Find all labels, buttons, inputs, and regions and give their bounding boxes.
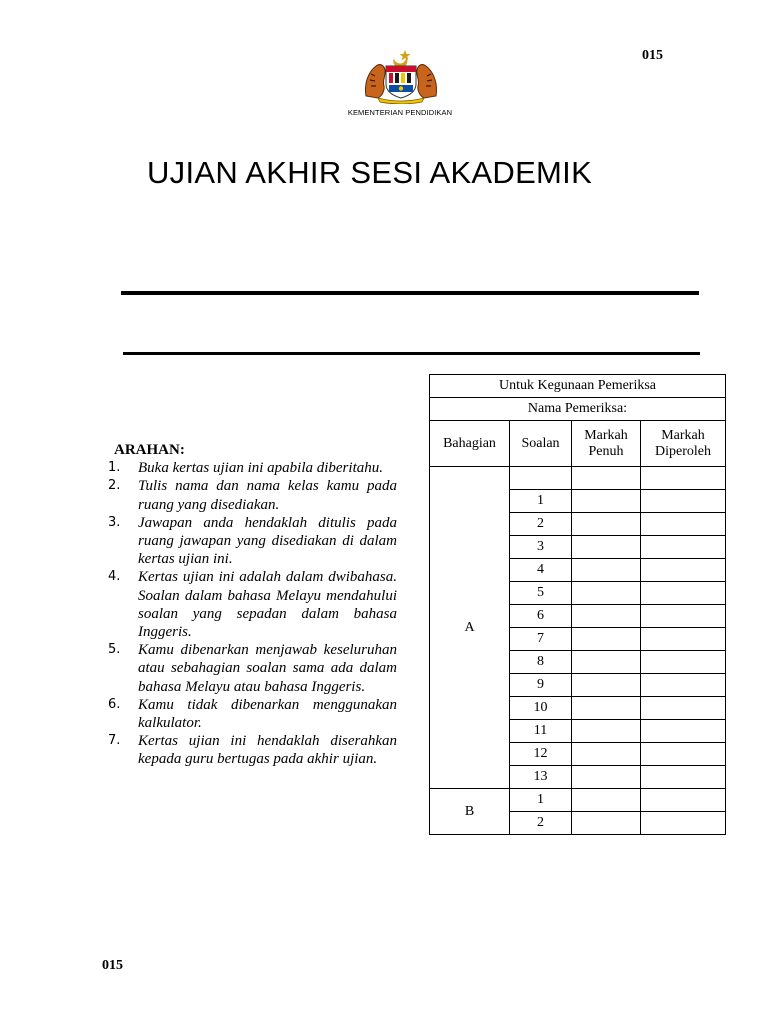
obtained-marks-cell: [641, 697, 726, 720]
header-full-marks-line2: Penuh: [588, 443, 624, 459]
instruction-number: 1.: [108, 460, 121, 476]
instruction-text: Kamu dibenarkan menjawab keseluruhan atau sebahagian soalan sama ada dalam bahasa Melayu atau bahasa Inggeris.: [138, 642, 397, 695]
instruction-text: Kertas ujian ini adalah dalam dwibahasa. Soalan dalam bahasa Melayu mendahului soalan yang sepadan dalam bahasa Inggeris.: [138, 569, 397, 641]
instruction-number: 7.: [108, 733, 121, 749]
question-number: 10: [510, 697, 572, 720]
question-number: 5: [510, 582, 572, 605]
question-number: 11: [510, 720, 572, 743]
question-number: 7: [510, 628, 572, 651]
question-number: 2: [510, 513, 572, 536]
full-marks-cell: [572, 697, 641, 720]
question-number: 6: [510, 605, 572, 628]
header-section: Bahagian: [430, 421, 510, 467]
instruction-number: 2.: [108, 478, 121, 494]
full-marks-cell: [572, 582, 641, 605]
obtained-marks-cell: [641, 812, 726, 835]
question-number: 9: [510, 674, 572, 697]
examiner-table-title: Untuk Kegunaan Pemeriksa: [430, 375, 726, 398]
name-line-divider: [121, 291, 699, 295]
full-marks-cell: [572, 628, 641, 651]
instruction-item: [108, 568, 397, 641]
examiner-marks-table: [429, 374, 726, 835]
obtained-marks-cell: [641, 789, 726, 812]
instructions-panel: [108, 441, 397, 769]
obtained-marks-cell: [641, 513, 726, 536]
question-number: [510, 467, 572, 490]
obtained-marks-cell: [641, 582, 726, 605]
question-number: 3: [510, 536, 572, 559]
full-marks-cell: [572, 513, 641, 536]
instruction-number: 3.: [108, 514, 121, 530]
table-row: [430, 467, 726, 490]
instruction-number: 5.: [108, 642, 121, 658]
instruction-item: [108, 459, 397, 477]
paper-code-top: 015: [642, 48, 663, 63]
instruction-number: 4.: [108, 569, 121, 585]
obtained-marks-cell: [641, 467, 726, 490]
full-marks-cell: [572, 674, 641, 697]
paper-code-bottom: 015: [102, 958, 123, 973]
obtained-marks-cell: [641, 651, 726, 674]
full-marks-cell: [572, 812, 641, 835]
exam-title: UJIAN AKHIR SESI AKADEMIK: [147, 155, 593, 190]
table-row: [430, 789, 726, 812]
full-marks-cell: [572, 789, 641, 812]
ministry-name: KEMENTERIAN PENDIDIKAN: [347, 108, 453, 117]
question-number: 13: [510, 766, 572, 789]
instruction-text: Kamu tidak dibenarkan menggunakan kalkulator.: [138, 696, 397, 732]
question-number: 1: [510, 789, 572, 812]
instruction-text: Tulis nama dan nama kelas kamu pada ruang yang disediakan.: [138, 478, 397, 513]
section-b-label: B: [430, 789, 510, 835]
header-question: Soalan: [510, 421, 572, 467]
obtained-marks-cell: [641, 766, 726, 789]
full-marks-cell: [572, 536, 641, 559]
obtained-marks-cell: [641, 605, 726, 628]
obtained-marks-cell: [641, 674, 726, 697]
class-line-divider: [123, 352, 700, 355]
obtained-marks-cell: [641, 536, 726, 559]
question-number: 8: [510, 651, 572, 674]
coat-of-arms-logo: [360, 46, 442, 104]
instruction-item: [108, 732, 397, 768]
header-marks-obtained: [641, 421, 726, 467]
full-marks-cell: [572, 651, 641, 674]
obtained-marks-cell: [641, 559, 726, 582]
header-full-marks-line1: Markah: [584, 427, 628, 443]
full-marks-cell: [572, 559, 641, 582]
instruction-text: Kertas ujian ini hendaklah diserahkan kepada guru bertugas pada akhir ujian.: [138, 733, 397, 768]
question-number: 2: [510, 812, 572, 835]
full-marks-cell: [572, 720, 641, 743]
section-a-label: A: [430, 467, 510, 789]
instruction-item: [108, 514, 397, 569]
obtained-marks-cell: [641, 490, 726, 513]
examiner-name-label: Nama Pemeriksa:: [430, 398, 726, 421]
instruction-item: [108, 477, 397, 513]
full-marks-cell: [572, 467, 641, 490]
question-number: 4: [510, 559, 572, 582]
instruction-item: [108, 641, 397, 696]
instruction-number: 6.: [108, 696, 121, 712]
obtained-marks-cell: [641, 743, 726, 766]
full-marks-cell: [572, 743, 641, 766]
instructions-list: [108, 459, 397, 768]
question-number: 12: [510, 743, 572, 766]
instruction-item: [108, 696, 397, 732]
obtained-marks-cell: [641, 720, 726, 743]
full-marks-cell: [572, 490, 641, 513]
full-marks-cell: [572, 605, 641, 628]
instruction-text: Buka kertas ujian ini apabila diberitahu.: [138, 460, 383, 477]
obtained-marks-cell: [641, 628, 726, 651]
header-obtained-line2: Diperoleh: [655, 443, 711, 459]
question-number: 1: [510, 490, 572, 513]
full-marks-cell: [572, 766, 641, 789]
instruction-text: Jawapan anda hendaklah ditulis pada ruang jawapan yang disediakan di dalam kertas ujian ini.: [138, 514, 397, 568]
header-full-marks: [572, 421, 641, 467]
header-obtained-line1: Markah: [661, 427, 705, 443]
instructions-heading: ARAHAN:: [114, 442, 185, 458]
